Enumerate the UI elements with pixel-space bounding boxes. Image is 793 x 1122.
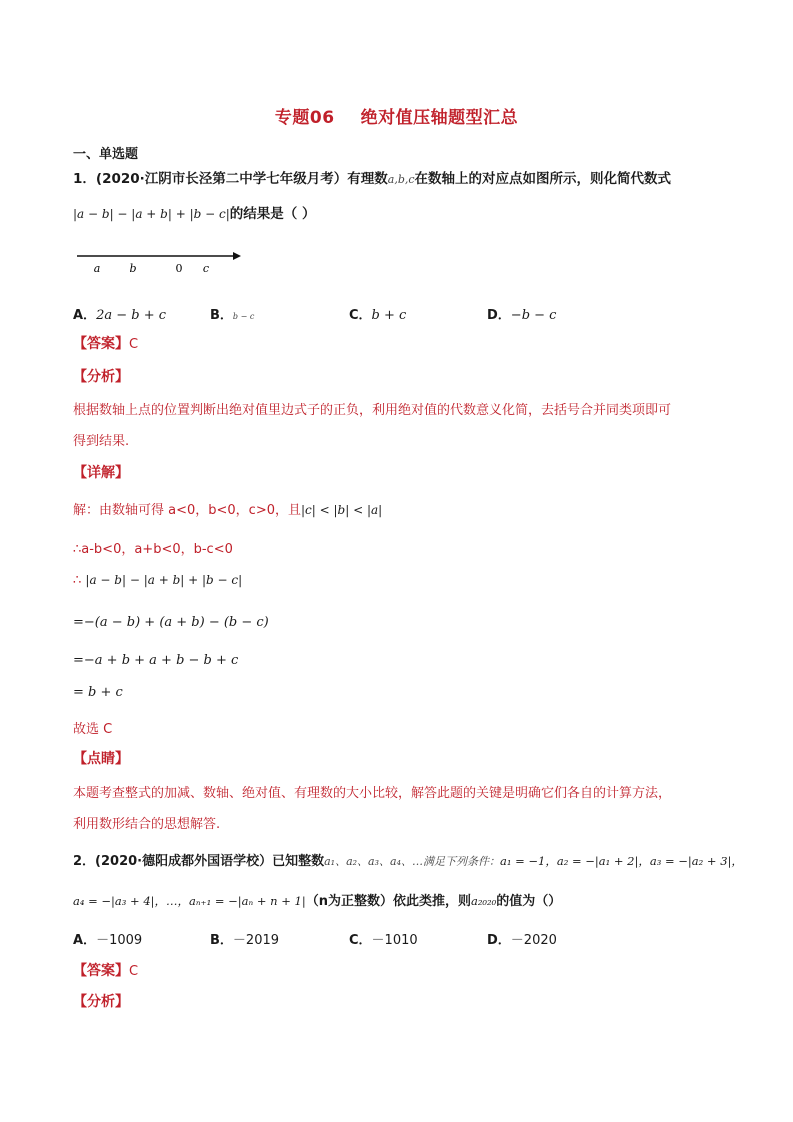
q2-target: a₂₀₂₀: [470, 894, 497, 908]
number-line-label-b: b: [129, 262, 137, 275]
q2-option-b[interactable]: B．－2019: [210, 933, 280, 948]
q1-step-6: = b + c: [73, 685, 123, 700]
q1-option-a[interactable]: A．2a − b + c: [73, 308, 167, 323]
q2-option-a[interactable]: A．－1009: [73, 933, 143, 948]
q1-analysis-tag: 【分析】: [73, 369, 129, 385]
q1-step-2: ∴a-b<0，a+b<0，b-c<0: [73, 542, 233, 557]
number-line-label-a: a: [93, 262, 101, 275]
number-line-label-c: c: [202, 262, 210, 275]
q1-analysis-line2: 得到结果.: [73, 434, 130, 449]
q2-answer: 【答案】C: [73, 963, 139, 979]
q1-answer: 【答案】C: [73, 336, 139, 352]
q1-step-3: ∴ |a − b| − |a + b| + |b − c|: [73, 573, 243, 588]
q1-comment-line2: 利用数形结合的思想解答.: [73, 817, 221, 832]
q1-step-4: =−(a − b) + (a + b) − (b − c): [73, 615, 269, 630]
section-heading: 一、单选题: [73, 147, 139, 162]
page-title: [0, 103, 793, 128]
q1-analysis-line1: 根据数轴上点的位置判断出绝对值里边式子的正负，利用绝对值的代数意义化简，去括号合并同类项即可: [73, 403, 672, 418]
q2-conditions-1: a₁ = −1，a₂ = −|a₁ + 2|，a₃ = −|a₂ + 3|，: [499, 854, 743, 868]
q1-step-5: =−a + b + a + b − b + c: [73, 653, 239, 668]
q1-option-d[interactable]: D．−b − c: [487, 308, 557, 323]
q1-comment-line1: 本题考查整式的加减、数轴、绝对值、有理数的大小比较，解答此题的关键是明确它们各自的计算方法，: [73, 786, 672, 801]
number-line-label-zero: 0: [175, 262, 183, 275]
q1-option-c[interactable]: C．b + c: [349, 308, 407, 323]
q1-step-7: 故选 C: [73, 722, 113, 737]
q2-option-d[interactable]: D．－2020: [487, 933, 557, 948]
q1-option-b[interactable]: B．b − c: [210, 308, 255, 323]
number-line: [73, 246, 243, 278]
q1-comment-tag: 【点睛】: [73, 751, 129, 767]
number-line-arrow: [233, 252, 241, 260]
q1-stem-line1: 1．(2020·江阴市长泾第二中学七年级月考）有理数a,b,c在数轴上的对应点如图所示，则化简代数式: [73, 171, 672, 187]
q1-vars: a,b,c: [387, 173, 415, 186]
q1-stem-line2: |a − b| − |a + b| + |b − c|的结果是（ ）: [73, 206, 316, 222]
q2-analysis-tag: 【分析】: [73, 994, 129, 1010]
q2-stem-line2: a₄ = −|a₃ + 4|，…，aₙ₊₁ = −|aₙ + n + 1|（n为正整数）依此类推，则a₂₀₂₀的值为（）: [73, 894, 562, 909]
q1-step-1: 解：由数轴可得 a<0，b<0，c>0，且|c| < |b| < |a|: [73, 503, 383, 518]
q2-stem-line1: 2．(2020·德阳成都外国语学校）已知整数a₁、a₂、a₃、a₄、…满足下列条件：a₁ = −1，a₂ = −|a₁ + 2|，a₃ = −|a₂ + 3|，: [73, 854, 743, 869]
title-part1: 专题06: [274, 108, 335, 128]
q2-conditions-2: a₄ = −|a₃ + 4|，…，aₙ₊₁ = −|aₙ + n + 1|: [73, 894, 306, 908]
q2-option-c[interactable]: C．－1010: [349, 933, 418, 948]
q1-expression: |a − b| − |a + b| + |b − c|: [73, 207, 230, 221]
q1-detail-tag: 【详解】: [73, 465, 129, 481]
title-part2: 绝对值压轴题型汇总: [360, 108, 519, 128]
